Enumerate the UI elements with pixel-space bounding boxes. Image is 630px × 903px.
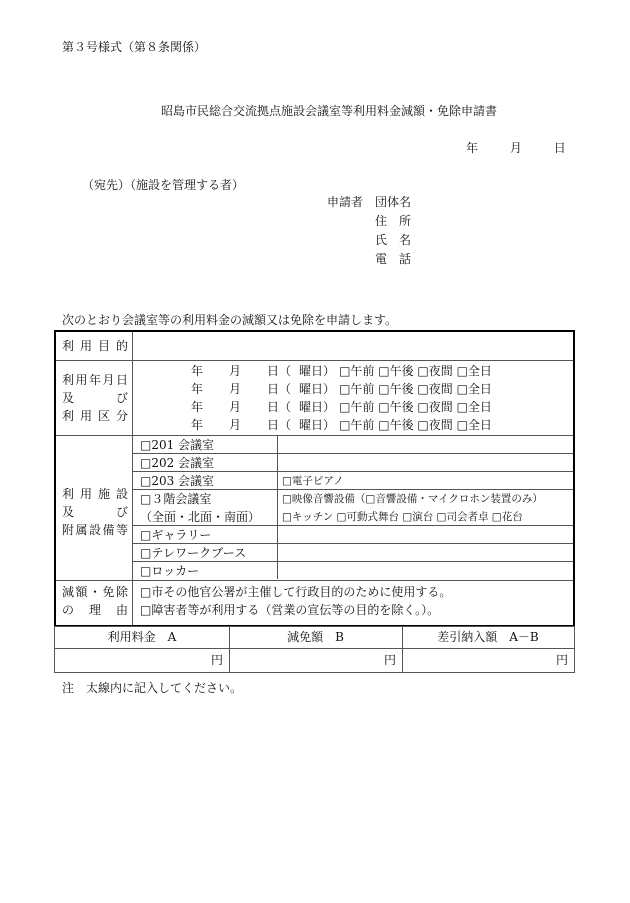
checkbox-morning[interactable]: □午前 xyxy=(339,418,375,432)
facility-203[interactable]: □203 会議室 xyxy=(140,474,215,488)
year: 年 xyxy=(191,382,204,396)
facility-202[interactable]: □202 会議室 xyxy=(140,456,215,470)
checkbox-evening[interactable]: □夜間 xyxy=(417,418,453,432)
facilities-label-3: 附属設備等 xyxy=(62,523,128,537)
checkbox-allday[interactable]: □全日 xyxy=(456,418,492,432)
dates-label-3: 利用区分 xyxy=(62,409,128,423)
year: 年 xyxy=(191,364,204,378)
reason-government[interactable]: □市その他官公署が主催して行政目的のために使用する。 xyxy=(140,585,452,599)
application-table xyxy=(54,330,575,627)
date-row[interactable] xyxy=(191,363,492,380)
day: 日（ xyxy=(267,400,292,414)
applicant-block xyxy=(327,193,447,273)
month: 月 xyxy=(229,400,242,414)
facilities-label-2: 及 び xyxy=(62,505,128,519)
document-title: 昭島市民総合交流拠点施設会議室等利用料金減額・免除申請書 xyxy=(160,104,497,118)
date-row[interactable] xyxy=(191,381,492,398)
name-field[interactable]: 氏 名 xyxy=(375,233,412,247)
date-year: 年 xyxy=(466,141,479,155)
divider xyxy=(56,360,573,361)
checkbox-allday[interactable]: □全日 xyxy=(456,400,492,414)
dates-label-1: 利用年月日 xyxy=(62,373,128,387)
checkbox-evening[interactable]: □夜間 xyxy=(417,400,453,414)
equipment-av[interactable]: □映像音響設備（□音響設備・マイクロホン装置のみ） xyxy=(282,493,543,505)
month: 月 xyxy=(229,364,242,378)
intro-text: 次のとおり会議室等の利用料金の減額又は免除を申請します。 xyxy=(62,313,398,327)
application-date xyxy=(466,139,566,156)
divider xyxy=(56,435,573,436)
year: 年 xyxy=(191,400,204,414)
checkbox-morning[interactable]: □午前 xyxy=(339,400,375,414)
fee-value-ab[interactable]: 円 xyxy=(555,653,568,667)
fee-value-a[interactable]: 円 xyxy=(210,653,223,667)
fee-table xyxy=(54,626,575,673)
note-text: 注 太線内に記入してください。 xyxy=(62,681,243,695)
date-row[interactable] xyxy=(191,417,492,434)
facility-gallery[interactable]: □ギャラリー xyxy=(140,528,212,542)
address-field[interactable]: 住 所 xyxy=(375,214,412,228)
weekday: 曜日） xyxy=(299,364,336,378)
org-name-field[interactable]: 団体名 xyxy=(375,195,412,209)
day: 日（ xyxy=(267,364,292,378)
date-day: 日 xyxy=(553,141,566,155)
facility-locker[interactable]: □ロッカー xyxy=(140,564,200,578)
facility-201[interactable]: □201 会議室 xyxy=(140,438,215,452)
date-month: 月 xyxy=(509,141,522,155)
checkbox-evening[interactable]: □夜間 xyxy=(417,382,453,396)
fee-value-b[interactable]: 円 xyxy=(383,653,396,667)
dates-label-2: 及 び xyxy=(62,391,128,405)
purpose-input[interactable] xyxy=(133,332,573,360)
month: 月 xyxy=(229,418,242,432)
facility-3f[interactable]: □３階会議室 xyxy=(140,492,212,506)
day: 日（ xyxy=(267,418,292,432)
checkbox-afternoon[interactable]: □午後 xyxy=(378,364,414,378)
month: 月 xyxy=(229,382,242,396)
purpose-label: 利用目的 xyxy=(62,339,128,353)
equipment-misc[interactable]: □キッチン □可動式舞台 □演台 □司会者卓 □花台 xyxy=(282,511,523,523)
checkbox-morning[interactable]: □午前 xyxy=(339,364,375,378)
form-number: 第３号様式（第８条関係） xyxy=(62,40,207,54)
applicant-label: 申請者 xyxy=(327,195,364,209)
weekday: 曜日） xyxy=(299,382,336,396)
facility-telework[interactable]: □テレワークブース xyxy=(140,546,247,560)
year: 年 xyxy=(191,418,204,432)
checkbox-allday[interactable]: □全日 xyxy=(456,382,492,396)
reason-label-1: 減額・免除 xyxy=(62,585,128,599)
fee-header-b: 減免額 B xyxy=(287,630,344,644)
phone-field[interactable]: 電 話 xyxy=(375,252,412,266)
checkbox-afternoon[interactable]: □午後 xyxy=(378,418,414,432)
addressee: （宛先）（施設を管理する者） xyxy=(82,178,245,192)
reason-label-2: の 理 由 xyxy=(62,603,128,617)
divider xyxy=(277,435,278,579)
date-row[interactable] xyxy=(191,399,492,416)
checkbox-allday[interactable]: □全日 xyxy=(456,364,492,378)
checkbox-morning[interactable]: □午前 xyxy=(339,382,375,396)
checkbox-evening[interactable]: □夜間 xyxy=(417,364,453,378)
divider xyxy=(132,332,133,625)
facility-3f-sections[interactable]: （全面・北面・南面） xyxy=(140,510,261,524)
checkbox-afternoon[interactable]: □午後 xyxy=(378,382,414,396)
divider xyxy=(56,580,573,581)
day: 日（ xyxy=(267,382,292,396)
fee-header-a: 利用料金 A xyxy=(107,630,177,644)
weekday: 曜日） xyxy=(299,418,336,432)
checkbox-afternoon[interactable]: □午後 xyxy=(378,400,414,414)
facilities-label-1: 利用施設 xyxy=(62,487,128,501)
weekday: 曜日） xyxy=(299,400,336,414)
fee-header-ab: 差引納入額 A－B xyxy=(437,630,539,644)
equipment-piano[interactable]: □電子ピアノ xyxy=(282,475,344,487)
reason-disability[interactable]: □障害者等が利用する（営業の宣伝等の目的を除く。）。 xyxy=(140,603,440,617)
